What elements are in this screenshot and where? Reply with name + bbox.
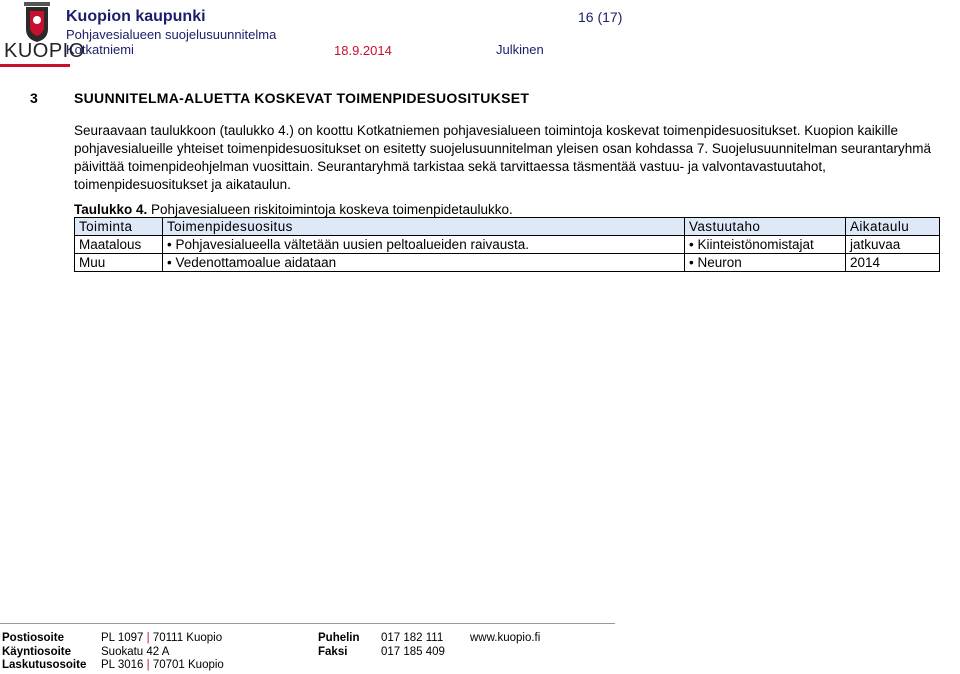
- col-header-aikataulu: Aikataulu: [846, 218, 940, 236]
- classification-label: Julkinen: [496, 42, 544, 57]
- measures-table: [74, 217, 940, 272]
- kuopio-wordmark: KUOPIO: [4, 40, 85, 62]
- page-number: 16 (17): [578, 9, 623, 25]
- footer-puhelin-value: 017 182 111: [381, 632, 444, 644]
- table-caption-label: Taulukko 4.: [74, 202, 148, 217]
- footer-postiosoite-city: 70111 Kuopio: [152, 632, 223, 644]
- area-name: Kotkatniemi: [66, 42, 134, 57]
- table-caption: [74, 202, 513, 217]
- footer-lasku-label: Laskutusosoite: [2, 659, 87, 671]
- section-paragraph: Seuraavaan taulukkoon (taulukko 4.) on koottu Kotkatniemen pohjavesialueen toimintoja koskevat toimenpidesuositukset. Kuopion kaikille pohjavesialueille yhteiset toimenpidesuositukset on esitetty suojelusuunnitelman yleisen osan kohdassa 7. Suojelusuunnitelman seurantaryhmä päivittää toimenpideohjelman vuosittain. Seurantaryhmä tarkistaa sekä tarvittaessa täsmentää vastuu- ja valvontavastuutahot, toimenpidesuositukset ja aikataulun.: [74, 123, 932, 192]
- cell-vastuutaho: • Neuron: [685, 254, 846, 272]
- footer-postiosoite-box: PL 1097: [101, 632, 144, 644]
- table-row: [75, 236, 940, 254]
- col-header-toimenpidesuositus: Toimenpidesuositus: [163, 218, 685, 236]
- organization-name: Kuopion kaupunki: [66, 8, 206, 25]
- footer-divider: [0, 623, 615, 624]
- footer-faksi-value: 017 185 409: [381, 646, 445, 658]
- footer-puhelin-label: Puhelin: [318, 632, 360, 644]
- document-title: Pohjavesialueen suojelusuunnitelma: [66, 27, 277, 42]
- cell-toiminta: Muu: [75, 254, 163, 272]
- footer-lasku-value: [101, 659, 224, 671]
- cell-toiminta: Maatalous: [75, 236, 163, 254]
- footer-kaynti-value: Suokatu 42 A: [101, 646, 170, 658]
- cell-aikataulu: 2014: [846, 254, 940, 272]
- section-number: 3: [30, 90, 38, 106]
- footer-lasku-box: PL 3016: [101, 659, 144, 671]
- cell-toimenpidesuositus: • Pohjavesialueella vältetään uusien peltoalueiden raivausta.: [163, 236, 685, 254]
- col-header-vastuutaho: Vastuutaho: [685, 218, 846, 236]
- footer-separator: |: [146, 659, 150, 671]
- footer-kaynti-label: Käyntiosoite: [2, 646, 72, 658]
- cell-vastuutaho: • Kiinteistönomistajat: [685, 236, 846, 254]
- footer-faksi-label: Faksi: [318, 646, 348, 658]
- footer-lasku-city: 70701 Kuopio: [152, 659, 224, 671]
- table-row: [75, 254, 940, 272]
- footer-postiosoite-value: [101, 632, 222, 644]
- col-header-toiminta: Toiminta: [75, 218, 163, 236]
- cell-aikataulu: jatkuvaa: [846, 236, 940, 254]
- footer-website-link[interactable]: www.kuopio.fi: [470, 632, 541, 644]
- document-date: 18.9.2014: [334, 43, 392, 58]
- footer-separator: |: [146, 632, 150, 644]
- section-title: SUUNNITELMA-ALUETTA KOSKEVAT TOIMENPIDESUOSITUKSET: [74, 90, 530, 106]
- table-header-row: [75, 218, 940, 236]
- header-accent-bar: [0, 64, 70, 67]
- cell-toimenpidesuositus: • Vedenottamoalue aidataan: [163, 254, 685, 272]
- footer-postiosoite-label: Postiosoite: [2, 632, 64, 644]
- table-caption-text: Pohjavesialueen riskitoimintoja koskeva toimenpidetaulukko.: [147, 202, 513, 217]
